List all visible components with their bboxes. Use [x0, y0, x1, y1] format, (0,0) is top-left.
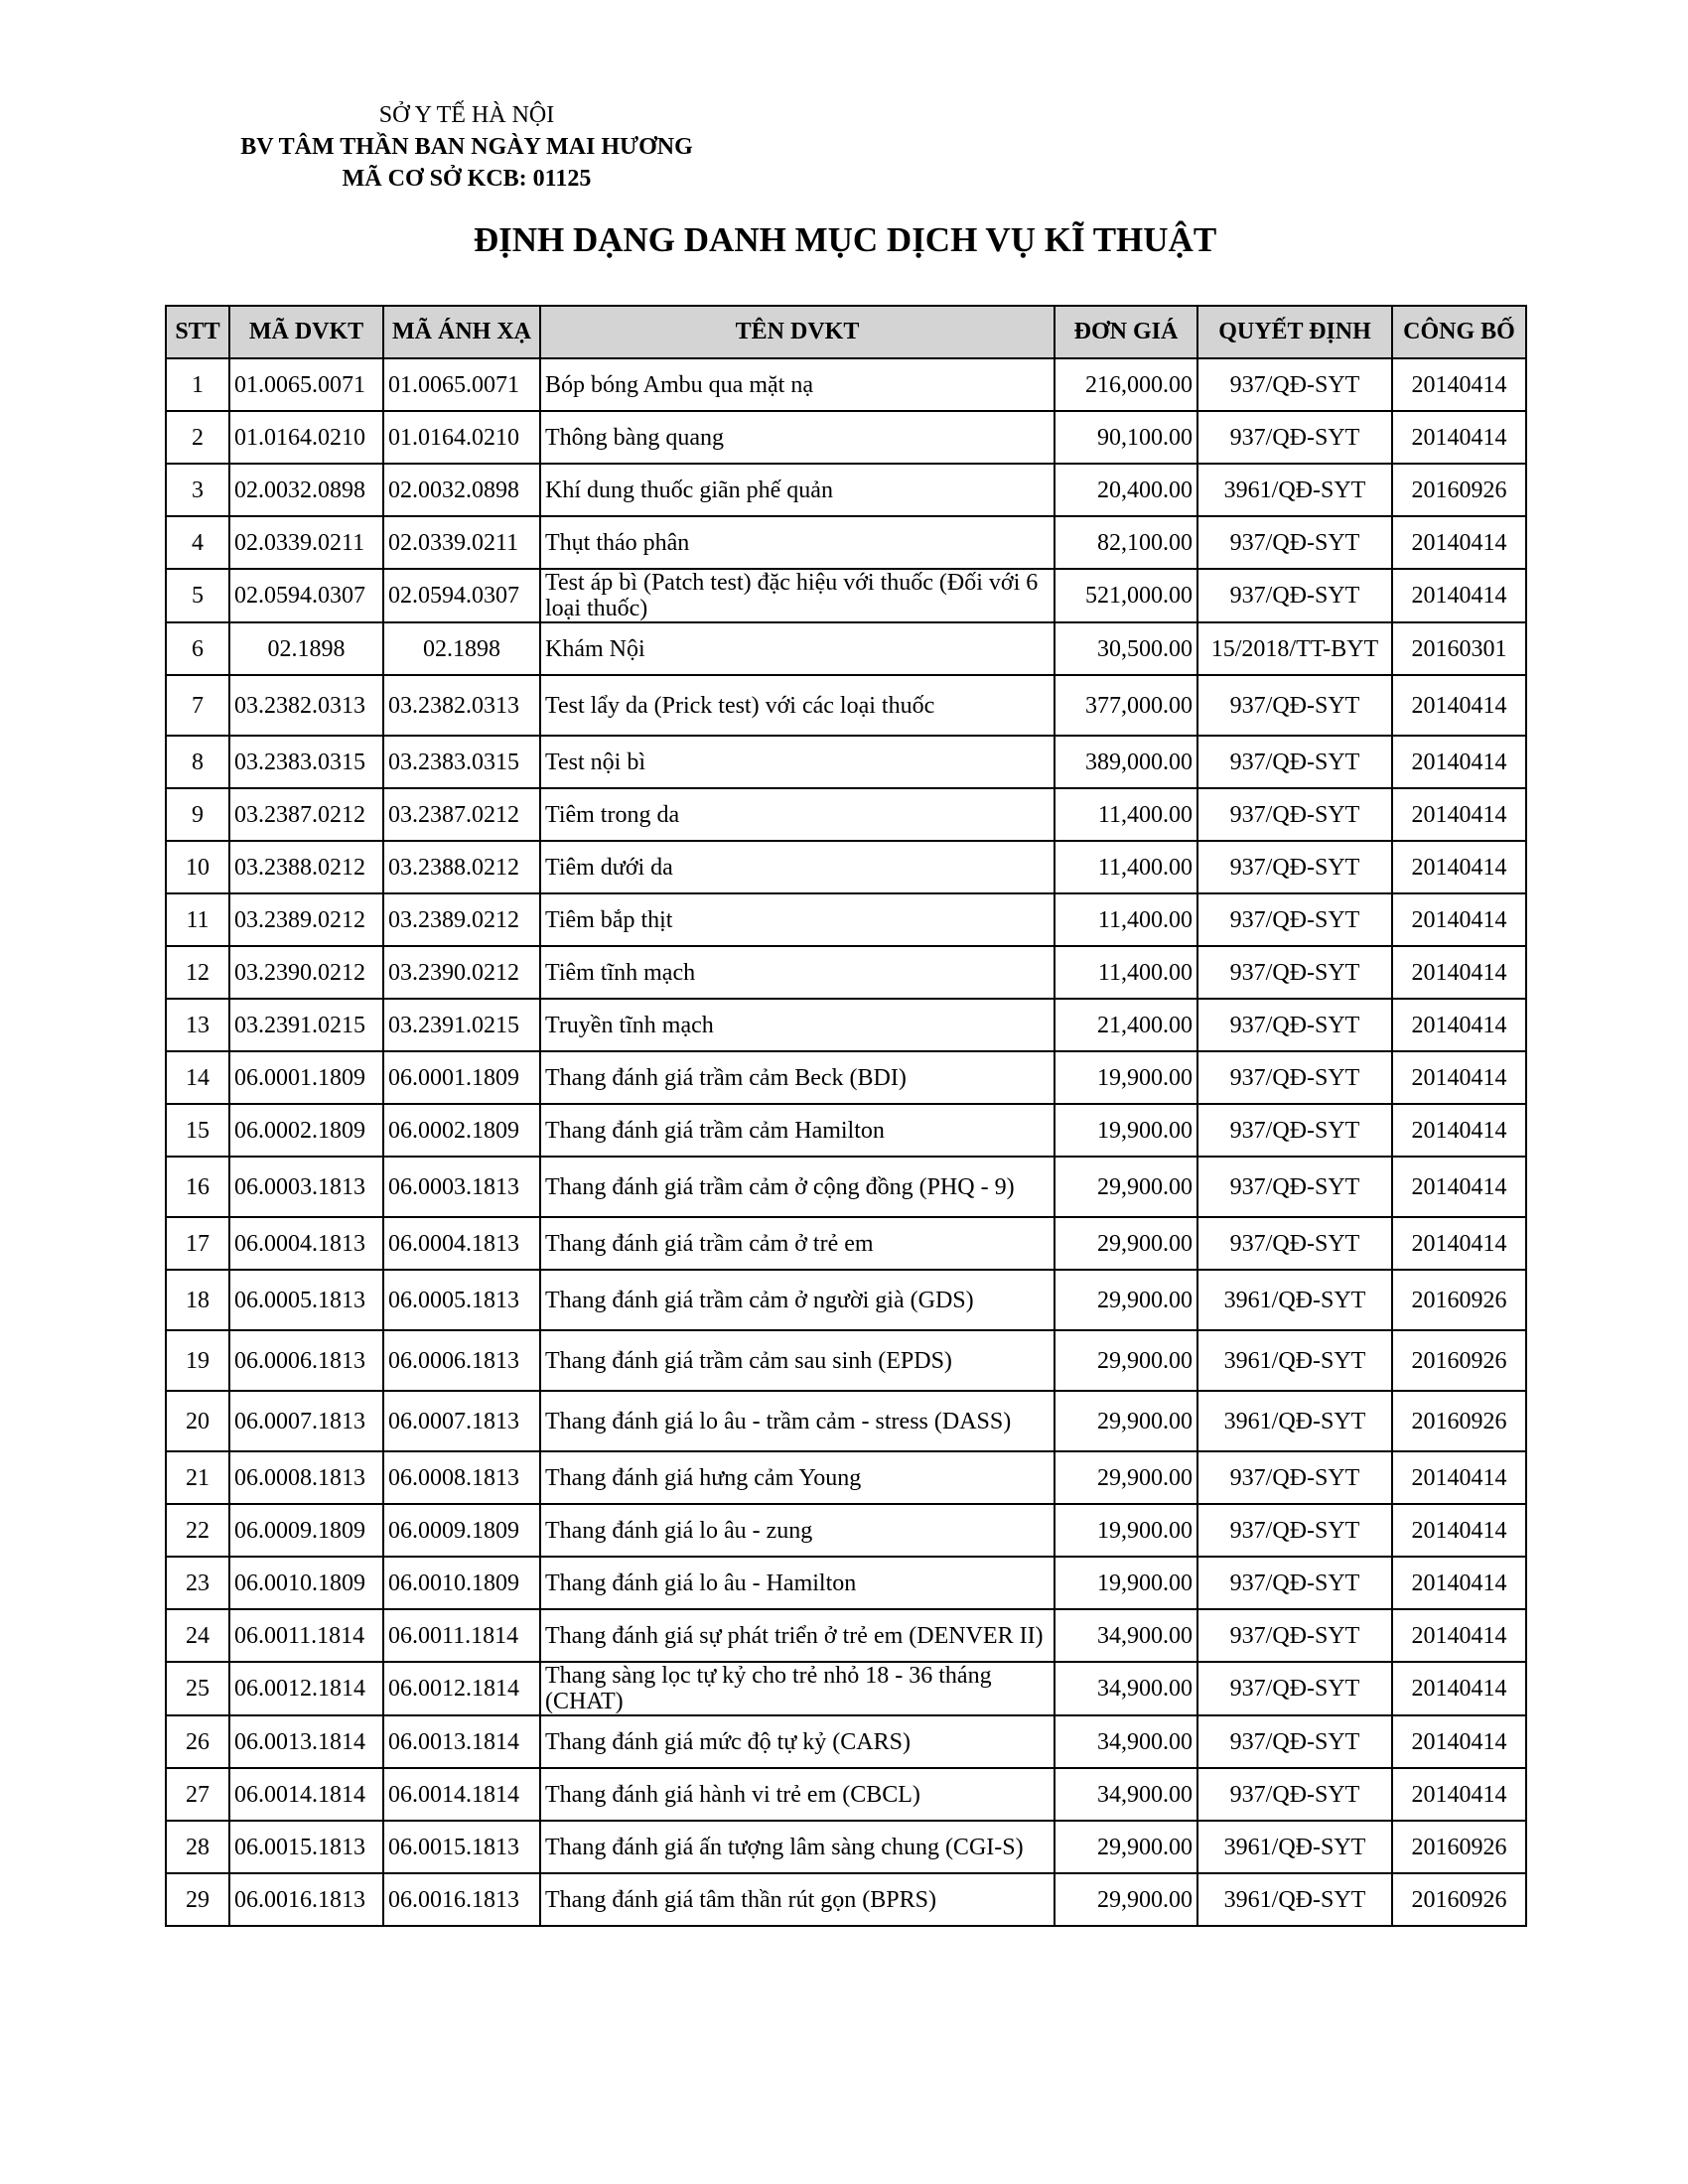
cell-quyet-dinh: 3961/QĐ-SYT	[1197, 1873, 1392, 1926]
table-row	[166, 1821, 1526, 1873]
cell-ten-dvkt: Thang đánh giá lo âu - zung	[540, 1504, 1055, 1557]
cell-ma-anh-xa: 02.0339.0211	[383, 516, 540, 569]
cell-ma-dvkt: 06.0002.1809	[229, 1104, 383, 1157]
cell-cong-bo: 20140414	[1392, 1715, 1526, 1768]
cell-quyet-dinh: 3961/QĐ-SYT	[1197, 464, 1392, 516]
table-row	[166, 622, 1526, 675]
cell-stt: 5	[166, 569, 229, 622]
cell-ten-dvkt: Tiêm trong da	[540, 788, 1055, 841]
cell-cong-bo: 20160926	[1392, 1330, 1526, 1391]
cell-stt: 27	[166, 1768, 229, 1821]
cell-ma-anh-xa: 06.0008.1813	[383, 1451, 540, 1504]
col-header-stt: STT	[166, 306, 229, 358]
cell-don-gia: 82,100.00	[1055, 516, 1197, 569]
cell-cong-bo: 20140414	[1392, 1557, 1526, 1609]
cell-ma-anh-xa: 03.2387.0212	[383, 788, 540, 841]
cell-cong-bo: 20140414	[1392, 1157, 1526, 1217]
cell-quyet-dinh: 937/QĐ-SYT	[1197, 1157, 1392, 1217]
cell-don-gia: 20,400.00	[1055, 464, 1197, 516]
cell-ma-anh-xa: 06.0007.1813	[383, 1391, 540, 1451]
cell-ma-anh-xa: 03.2391.0215	[383, 999, 540, 1051]
table-row	[166, 1451, 1526, 1504]
cell-ma-dvkt: 06.0014.1814	[229, 1768, 383, 1821]
cell-ma-dvkt: 06.0011.1814	[229, 1609, 383, 1662]
cell-ma-dvkt: 06.0010.1809	[229, 1557, 383, 1609]
cell-cong-bo: 20160926	[1392, 1821, 1526, 1873]
cell-ma-anh-xa: 06.0009.1809	[383, 1504, 540, 1557]
cell-don-gia: 29,900.00	[1055, 1821, 1197, 1873]
cell-quyet-dinh: 937/QĐ-SYT	[1197, 516, 1392, 569]
cell-ten-dvkt: Thông bàng quang	[540, 411, 1055, 464]
cell-ma-dvkt: 06.0004.1813	[229, 1217, 383, 1270]
cell-cong-bo: 20140414	[1392, 1104, 1526, 1157]
cell-ma-anh-xa: 02.0594.0307	[383, 569, 540, 622]
table-row	[166, 736, 1526, 788]
cell-stt: 11	[166, 893, 229, 946]
cell-quyet-dinh: 3961/QĐ-SYT	[1197, 1821, 1392, 1873]
cell-ma-anh-xa: 03.2388.0212	[383, 841, 540, 893]
table-row	[166, 1157, 1526, 1217]
cell-cong-bo: 20140414	[1392, 411, 1526, 464]
table-row	[166, 946, 1526, 999]
cell-ten-dvkt: Test lẩy da (Prick test) với các loại thuốc	[540, 675, 1055, 736]
cell-don-gia: 11,400.00	[1055, 893, 1197, 946]
cell-don-gia: 19,900.00	[1055, 1104, 1197, 1157]
cell-don-gia: 29,900.00	[1055, 1873, 1197, 1926]
cell-stt: 1	[166, 358, 229, 411]
cell-ma-dvkt: 02.0339.0211	[229, 516, 383, 569]
cell-ma-dvkt: 06.0007.1813	[229, 1391, 383, 1451]
cell-stt: 23	[166, 1557, 229, 1609]
cell-stt: 26	[166, 1715, 229, 1768]
cell-cong-bo: 20140414	[1392, 1609, 1526, 1662]
cell-cong-bo: 20140414	[1392, 1051, 1526, 1104]
cell-ten-dvkt: Thang đánh giá trầm cảm ở trẻ em	[540, 1217, 1055, 1270]
cell-cong-bo: 20160926	[1392, 1270, 1526, 1330]
cell-don-gia: 34,900.00	[1055, 1715, 1197, 1768]
table-row	[166, 1768, 1526, 1821]
cell-ma-dvkt: 06.0012.1814	[229, 1662, 383, 1715]
table-row	[166, 1873, 1526, 1926]
table-row	[166, 1557, 1526, 1609]
service-table	[165, 305, 1527, 1927]
cell-don-gia: 389,000.00	[1055, 736, 1197, 788]
cell-don-gia: 29,900.00	[1055, 1157, 1197, 1217]
cell-ten-dvkt: Thang đánh giá trầm cảm Beck (BDI)	[540, 1051, 1055, 1104]
cell-cong-bo: 20140414	[1392, 358, 1526, 411]
table-row	[166, 358, 1526, 411]
cell-ma-dvkt: 03.2389.0212	[229, 893, 383, 946]
cell-ma-dvkt: 01.0065.0071	[229, 358, 383, 411]
department-name: SỞ Y TẾ HÀ NỘI	[378, 102, 555, 128]
cell-ma-anh-xa: 01.0065.0071	[383, 358, 540, 411]
cell-stt: 2	[166, 411, 229, 464]
cell-stt: 19	[166, 1330, 229, 1391]
col-header-cong-bo: CÔNG BỐ	[1392, 306, 1526, 358]
cell-cong-bo: 20140414	[1392, 1451, 1526, 1504]
cell-cong-bo: 20140414	[1392, 788, 1526, 841]
table-row	[166, 1330, 1526, 1391]
cell-cong-bo: 20140414	[1392, 516, 1526, 569]
cell-stt: 20	[166, 1391, 229, 1451]
cell-ma-anh-xa: 06.0012.1814	[383, 1662, 540, 1715]
cell-don-gia: 30,500.00	[1055, 622, 1197, 675]
cell-ten-dvkt: Thang đánh giá tâm thần rút gọn (BPRS)	[540, 1873, 1055, 1926]
table-row	[166, 1715, 1526, 1768]
cell-cong-bo: 20140414	[1392, 1768, 1526, 1821]
cell-stt: 15	[166, 1104, 229, 1157]
cell-cong-bo: 20140414	[1392, 946, 1526, 999]
cell-cong-bo: 20140414	[1392, 999, 1526, 1051]
cell-ten-dvkt: Khám Nội	[540, 622, 1055, 675]
cell-ma-dvkt: 06.0013.1814	[229, 1715, 383, 1768]
cell-quyet-dinh: 3961/QĐ-SYT	[1197, 1391, 1392, 1451]
cell-stt: 21	[166, 1451, 229, 1504]
cell-ten-dvkt: Bóp bóng Ambu qua mặt nạ	[540, 358, 1055, 411]
cell-ma-dvkt: 06.0016.1813	[229, 1873, 383, 1926]
cell-cong-bo: 20140414	[1392, 1217, 1526, 1270]
cell-quyet-dinh: 15/2018/TT-BYT	[1197, 622, 1392, 675]
cell-ma-anh-xa: 03.2390.0212	[383, 946, 540, 999]
table-row	[166, 1662, 1526, 1715]
cell-ma-anh-xa: 06.0014.1814	[383, 1768, 540, 1821]
cell-ten-dvkt: Truyền tĩnh mạch	[540, 999, 1055, 1051]
cell-quyet-dinh: 937/QĐ-SYT	[1197, 1051, 1392, 1104]
cell-cong-bo: 20140414	[1392, 841, 1526, 893]
cell-cong-bo: 20160301	[1392, 622, 1526, 675]
cell-stt: 4	[166, 516, 229, 569]
page-title: ĐỊNH DẠNG DANH MỤC DỊCH VỤ KĨ THUẬT	[473, 220, 1217, 259]
cell-quyet-dinh: 937/QĐ-SYT	[1197, 946, 1392, 999]
cell-quyet-dinh: 937/QĐ-SYT	[1197, 1715, 1392, 1768]
cell-ten-dvkt: Tiêm bắp thịt	[540, 893, 1055, 946]
table-row	[166, 411, 1526, 464]
cell-ma-dvkt: 06.0015.1813	[229, 1821, 383, 1873]
cell-cong-bo: 20140414	[1392, 569, 1526, 622]
cell-stt: 17	[166, 1217, 229, 1270]
cell-quyet-dinh: 937/QĐ-SYT	[1197, 1217, 1392, 1270]
cell-ten-dvkt: Thang đánh giá mức độ tự kỷ (CARS)	[540, 1715, 1055, 1768]
cell-quyet-dinh: 937/QĐ-SYT	[1197, 1609, 1392, 1662]
cell-ten-dvkt: Thang đánh giá ấn tượng lâm sàng chung (CGI-S)	[540, 1821, 1055, 1873]
cell-quyet-dinh: 937/QĐ-SYT	[1197, 1768, 1392, 1821]
cell-cong-bo: 20140414	[1392, 675, 1526, 736]
table-row	[166, 1504, 1526, 1557]
cell-ma-anh-xa: 03.2383.0315	[383, 736, 540, 788]
cell-quyet-dinh: 937/QĐ-SYT	[1197, 1104, 1392, 1157]
cell-ten-dvkt: Khí dung thuốc giãn phế quản	[540, 464, 1055, 516]
cell-ma-dvkt: 03.2382.0313	[229, 675, 383, 736]
cell-don-gia: 11,400.00	[1055, 788, 1197, 841]
table-row	[166, 1391, 1526, 1451]
cell-ten-dvkt: Thang sàng lọc tự kỷ cho trẻ nhỏ 18 - 36 tháng (CHAT)	[540, 1662, 1055, 1715]
table-row	[166, 516, 1526, 569]
cell-quyet-dinh: 937/QĐ-SYT	[1197, 736, 1392, 788]
cell-don-gia: 29,900.00	[1055, 1217, 1197, 1270]
cell-don-gia: 216,000.00	[1055, 358, 1197, 411]
cell-ma-dvkt: 06.0008.1813	[229, 1451, 383, 1504]
cell-quyet-dinh: 937/QĐ-SYT	[1197, 1451, 1392, 1504]
cell-quyet-dinh: 937/QĐ-SYT	[1197, 788, 1392, 841]
table-row	[166, 1609, 1526, 1662]
cell-ma-dvkt: 03.2383.0315	[229, 736, 383, 788]
cell-quyet-dinh: 937/QĐ-SYT	[1197, 1662, 1392, 1715]
cell-quyet-dinh: 937/QĐ-SYT	[1197, 1504, 1392, 1557]
cell-stt: 13	[166, 999, 229, 1051]
cell-don-gia: 19,900.00	[1055, 1051, 1197, 1104]
cell-stt: 10	[166, 841, 229, 893]
cell-ma-anh-xa: 06.0001.1809	[383, 1051, 540, 1104]
col-header-don-gia: ĐƠN GIÁ	[1055, 306, 1197, 358]
cell-ten-dvkt: Thang đánh giá trầm cảm ở người già (GDS)	[540, 1270, 1055, 1330]
cell-cong-bo: 20140414	[1392, 1662, 1526, 1715]
table-row	[166, 788, 1526, 841]
table-row	[166, 999, 1526, 1051]
cell-ma-dvkt: 02.0594.0307	[229, 569, 383, 622]
cell-ten-dvkt: Test áp bì (Patch test) đặc hiệu với thuốc (Đối với 6 loại thuốc)	[540, 569, 1055, 622]
cell-ma-dvkt: 06.0005.1813	[229, 1270, 383, 1330]
table-row	[166, 841, 1526, 893]
cell-ma-dvkt: 03.2390.0212	[229, 946, 383, 999]
cell-stt: 16	[166, 1157, 229, 1217]
cell-don-gia: 377,000.00	[1055, 675, 1197, 736]
cell-don-gia: 11,400.00	[1055, 946, 1197, 999]
cell-don-gia: 19,900.00	[1055, 1504, 1197, 1557]
cell-stt: 9	[166, 788, 229, 841]
col-header-ten-dvkt: TÊN DVKT	[540, 306, 1055, 358]
cell-stt: 3	[166, 464, 229, 516]
cell-ten-dvkt: Thang đánh giá lo âu - Hamilton	[540, 1557, 1055, 1609]
cell-ma-anh-xa: 03.2389.0212	[383, 893, 540, 946]
cell-don-gia: 29,900.00	[1055, 1330, 1197, 1391]
cell-ma-dvkt: 06.0003.1813	[229, 1157, 383, 1217]
col-header-ma-anh-xa: MÃ ÁNH XẠ	[383, 306, 540, 358]
cell-ma-dvkt: 02.1898	[229, 622, 383, 675]
table-header-row	[166, 306, 1526, 358]
cell-stt: 7	[166, 675, 229, 736]
cell-quyet-dinh: 937/QĐ-SYT	[1197, 1557, 1392, 1609]
cell-ma-anh-xa: 06.0010.1809	[383, 1557, 540, 1609]
cell-cong-bo: 20140414	[1392, 893, 1526, 946]
cell-ma-anh-xa: 02.1898	[383, 622, 540, 675]
cell-ma-anh-xa: 06.0011.1814	[383, 1609, 540, 1662]
cell-stt: 29	[166, 1873, 229, 1926]
cell-quyet-dinh: 937/QĐ-SYT	[1197, 999, 1392, 1051]
cell-ma-anh-xa: 06.0015.1813	[383, 1821, 540, 1873]
cell-stt: 12	[166, 946, 229, 999]
cell-stt: 14	[166, 1051, 229, 1104]
cell-cong-bo: 20140414	[1392, 1504, 1526, 1557]
cell-don-gia: 19,900.00	[1055, 1557, 1197, 1609]
cell-ten-dvkt: Thụt tháo phân	[540, 516, 1055, 569]
cell-stt: 24	[166, 1609, 229, 1662]
cell-cong-bo: 20140414	[1392, 736, 1526, 788]
cell-quyet-dinh: 937/QĐ-SYT	[1197, 569, 1392, 622]
cell-ma-anh-xa: 03.2382.0313	[383, 675, 540, 736]
cell-ma-dvkt: 06.0009.1809	[229, 1504, 383, 1557]
cell-ma-anh-xa: 06.0002.1809	[383, 1104, 540, 1157]
cell-quyet-dinh: 3961/QĐ-SYT	[1197, 1330, 1392, 1391]
cell-ten-dvkt: Thang đánh giá lo âu - trầm cảm - stress (DASS)	[540, 1391, 1055, 1451]
table-row	[166, 1104, 1526, 1157]
cell-ma-dvkt: 03.2387.0212	[229, 788, 383, 841]
cell-don-gia: 34,900.00	[1055, 1609, 1197, 1662]
facility-code: MÃ CƠ SỞ KCB: 01125	[342, 166, 592, 192]
table-row	[166, 1270, 1526, 1330]
table-row	[166, 1217, 1526, 1270]
cell-quyet-dinh: 937/QĐ-SYT	[1197, 893, 1392, 946]
cell-ten-dvkt: Thang đánh giá trầm cảm Hamilton	[540, 1104, 1055, 1157]
cell-don-gia: 34,900.00	[1055, 1662, 1197, 1715]
cell-don-gia: 11,400.00	[1055, 841, 1197, 893]
cell-stt: 22	[166, 1504, 229, 1557]
cell-don-gia: 90,100.00	[1055, 411, 1197, 464]
cell-ma-anh-xa: 06.0016.1813	[383, 1873, 540, 1926]
cell-don-gia: 29,900.00	[1055, 1451, 1197, 1504]
cell-quyet-dinh: 3961/QĐ-SYT	[1197, 1270, 1392, 1330]
cell-cong-bo: 20160926	[1392, 1873, 1526, 1926]
cell-ma-anh-xa: 06.0013.1814	[383, 1715, 540, 1768]
cell-ten-dvkt: Tiêm dưới da	[540, 841, 1055, 893]
cell-cong-bo: 20160926	[1392, 1391, 1526, 1451]
col-header-quyet-dinh: QUYẾT ĐỊNH	[1197, 306, 1392, 358]
cell-ma-anh-xa: 06.0006.1813	[383, 1330, 540, 1391]
cell-ma-anh-xa: 06.0004.1813	[383, 1217, 540, 1270]
cell-ma-anh-xa: 06.0003.1813	[383, 1157, 540, 1217]
cell-don-gia: 21,400.00	[1055, 999, 1197, 1051]
cell-ma-anh-xa: 06.0005.1813	[383, 1270, 540, 1330]
cell-don-gia: 29,900.00	[1055, 1391, 1197, 1451]
cell-stt: 18	[166, 1270, 229, 1330]
cell-quyet-dinh: 937/QĐ-SYT	[1197, 411, 1392, 464]
table-row	[166, 1051, 1526, 1104]
cell-don-gia: 34,900.00	[1055, 1768, 1197, 1821]
cell-ten-dvkt: Test nội bì	[540, 736, 1055, 788]
document-header	[218, 99, 715, 195]
cell-ma-anh-xa: 01.0164.0210	[383, 411, 540, 464]
cell-ten-dvkt: Thang đánh giá trầm cảm ở cộng đồng (PHQ - 9)	[540, 1157, 1055, 1217]
table-row	[166, 675, 1526, 736]
cell-ma-dvkt: 03.2391.0215	[229, 999, 383, 1051]
cell-ten-dvkt: Thang đánh giá hành vi trẻ em (CBCL)	[540, 1768, 1055, 1821]
cell-ten-dvkt: Tiêm tĩnh mạch	[540, 946, 1055, 999]
cell-quyet-dinh: 937/QĐ-SYT	[1197, 358, 1392, 411]
cell-ten-dvkt: Thang đánh giá trầm cảm sau sinh (EPDS)	[540, 1330, 1055, 1391]
cell-stt: 8	[166, 736, 229, 788]
cell-ma-dvkt: 02.0032.0898	[229, 464, 383, 516]
col-header-ma-dvkt: MÃ DVKT	[229, 306, 383, 358]
cell-ma-dvkt: 03.2388.0212	[229, 841, 383, 893]
table-row	[166, 893, 1526, 946]
hospital-name: BV TÂM THẦN BAN NGÀY MAI HƯƠNG	[240, 134, 693, 160]
cell-cong-bo: 20160926	[1392, 464, 1526, 516]
cell-don-gia: 29,900.00	[1055, 1270, 1197, 1330]
cell-stt: 25	[166, 1662, 229, 1715]
cell-ma-dvkt: 06.0006.1813	[229, 1330, 383, 1391]
cell-ma-anh-xa: 02.0032.0898	[383, 464, 540, 516]
cell-don-gia: 521,000.00	[1055, 569, 1197, 622]
cell-ten-dvkt: Thang đánh giá hưng cảm Young	[540, 1451, 1055, 1504]
table-row	[166, 569, 1526, 622]
cell-quyet-dinh: 937/QĐ-SYT	[1197, 841, 1392, 893]
table-row	[166, 464, 1526, 516]
cell-ten-dvkt: Thang đánh giá sự phát triển ở trẻ em (DENVER II)	[540, 1609, 1055, 1662]
cell-stt: 28	[166, 1821, 229, 1873]
cell-stt: 6	[166, 622, 229, 675]
cell-ma-dvkt: 01.0164.0210	[229, 411, 383, 464]
cell-ma-dvkt: 06.0001.1809	[229, 1051, 383, 1104]
cell-quyet-dinh: 937/QĐ-SYT	[1197, 675, 1392, 736]
